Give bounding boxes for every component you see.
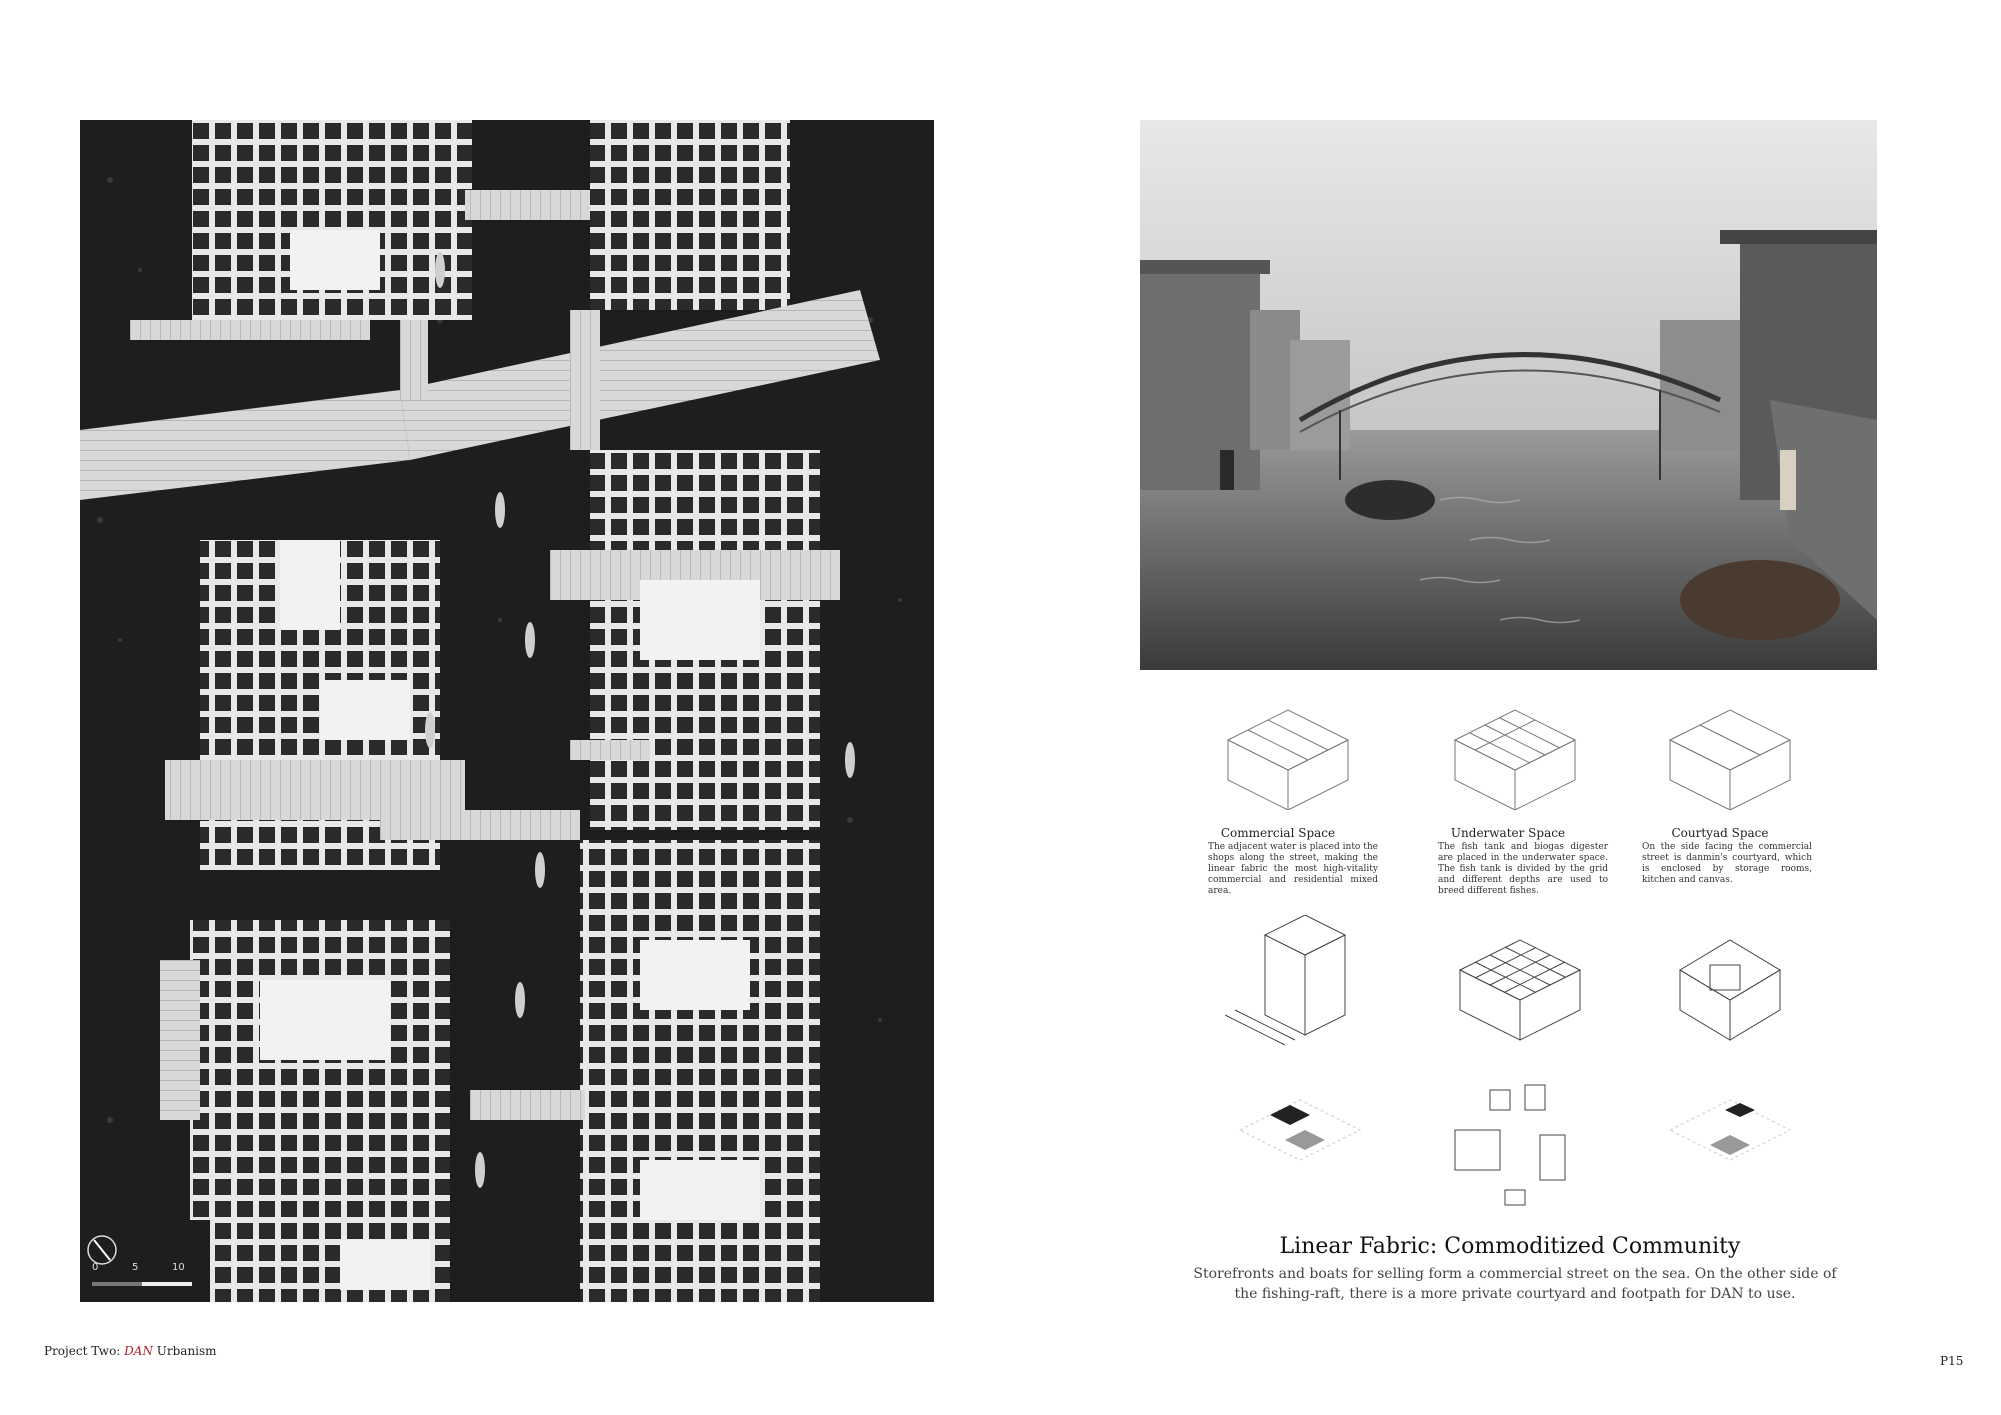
commercial-grid-plan — [1230, 1075, 1370, 1185]
page-number: P15 — [1940, 1354, 1964, 1368]
diagram-description: On the side facing the commercial street is danmin's courtyard, which is enclosed by storage rooms, kitchen and canvas. — [1642, 842, 1812, 885]
project-label — [44, 1344, 217, 1358]
diagram-description: The fish tank and biogas digester are placed in the underwater space. The fish tank is divided by the grid and different depths are used to breed different fishes. — [1438, 842, 1608, 896]
scale-label: 10 — [172, 1262, 185, 1273]
scale-labels — [92, 1262, 212, 1292]
courtyard-grid-plan — [1660, 1075, 1800, 1185]
commercial-unit-axonometric — [1225, 915, 1365, 1065]
scale-label: 0 — [92, 1262, 99, 1273]
courtyard-unit-axonometric — [1660, 920, 1800, 1060]
courtyard-space-diagram — [1660, 700, 1800, 810]
raft-block — [190, 920, 450, 1220]
fish-tank-grid-axonometric — [1450, 920, 1590, 1060]
canal-rendering-svg — [1140, 120, 1877, 670]
project-prefix: Project Two: — [44, 1344, 125, 1358]
section-title: Linear Fabric: Commoditized Community — [1279, 1234, 1741, 1259]
raft-block — [590, 120, 790, 310]
section-description: Storefronts and boats for selling form a commercial street on the sea. On the other side of the fishing-raft, there is a more private courtyard and footpath for DAN to use. — [1193, 1266, 1837, 1302]
diagram-title: Commercial Space — [1220, 826, 1336, 840]
diagram-title: Underwater Space — [1450, 826, 1566, 840]
diagram-title: Courtyad Space — [1671, 826, 1769, 840]
raft-block — [580, 840, 820, 1302]
scale-label: 5 — [132, 1262, 139, 1273]
underwater-space-diagram — [1445, 700, 1585, 810]
site-plan-drawing — [80, 120, 934, 1302]
project-accent: DAN — [124, 1344, 153, 1358]
diagram-description: The adjacent water is placed into the shops along the street, making the linear fabric the most high-vitality commercial and residential mixed area. — [1208, 842, 1378, 896]
commercial-space-diagram — [1218, 700, 1358, 810]
exploded-volumes — [1445, 1080, 1595, 1210]
site-plan-svg — [80, 120, 934, 1302]
project-suffix: Urbanism — [152, 1344, 217, 1358]
canal-rendering — [1140, 120, 1877, 670]
